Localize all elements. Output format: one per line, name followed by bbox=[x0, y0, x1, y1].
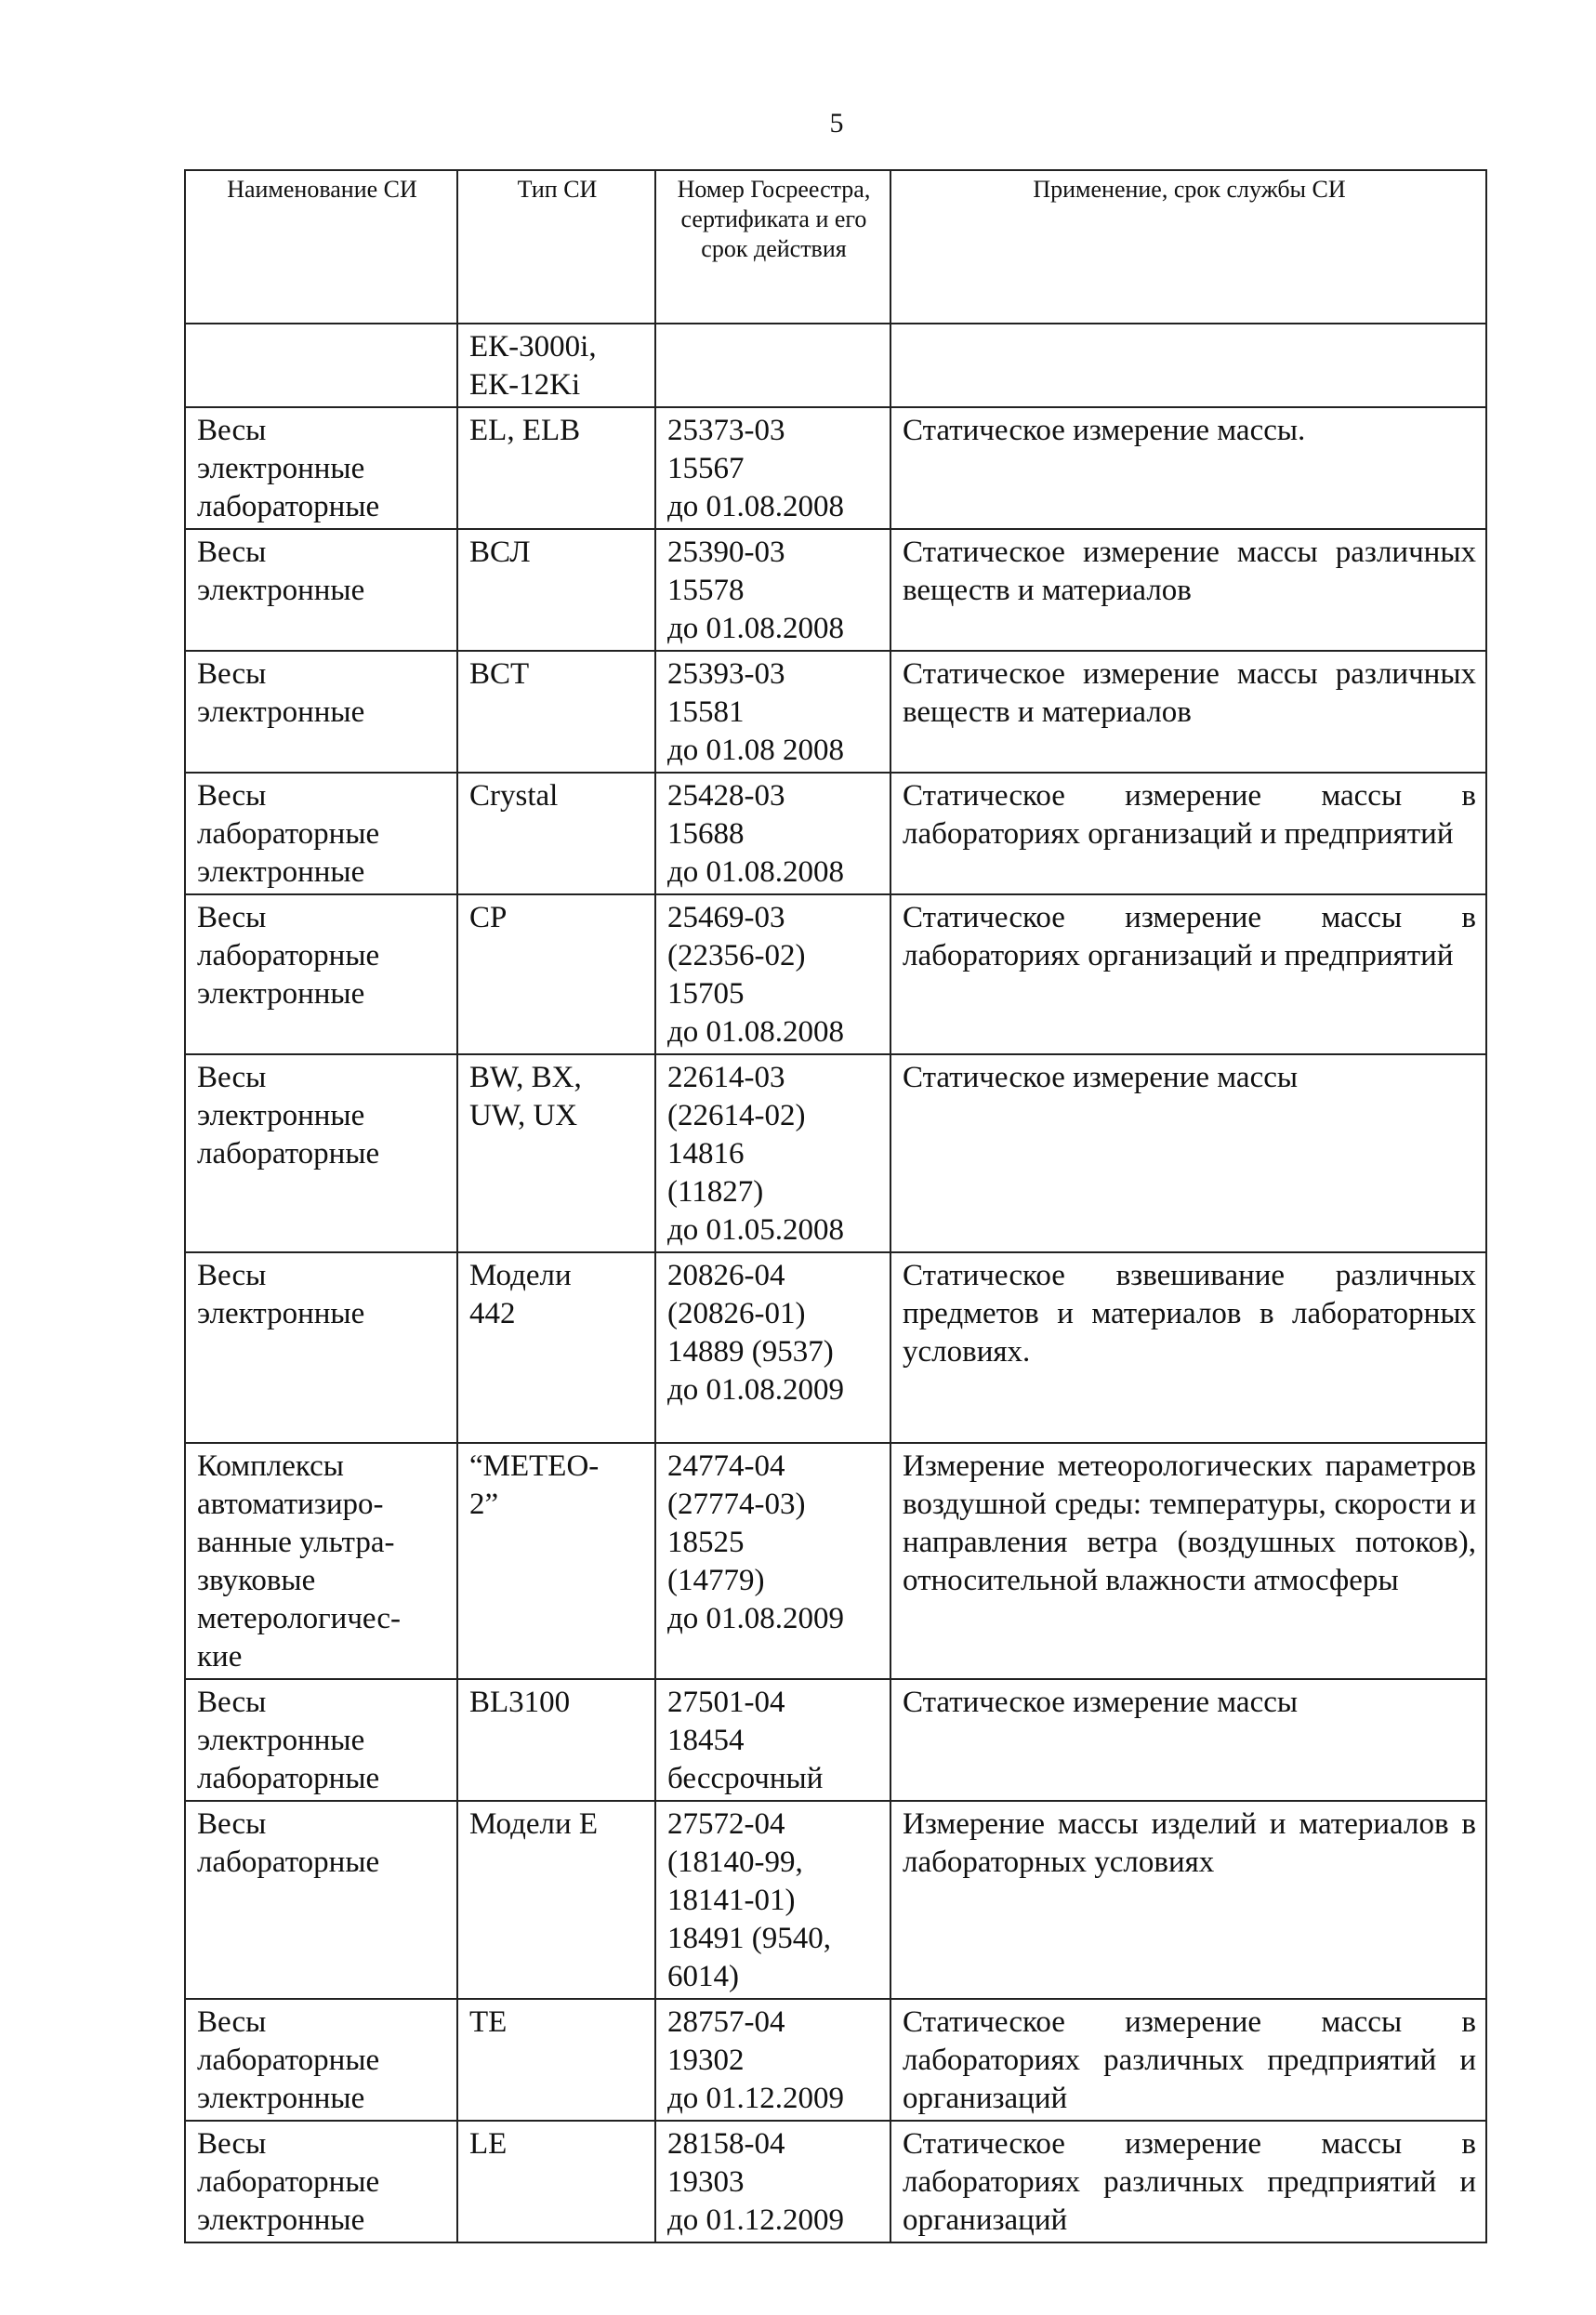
registry-number-cell: 25373-03 15567 до 01.08.2008 bbox=[655, 407, 890, 529]
instrument-name-cell: Весы электронные bbox=[185, 529, 457, 651]
table-row bbox=[185, 1443, 1486, 1679]
instrument-name-cell: Весы лабораторные электронные bbox=[185, 894, 457, 1054]
application-cell: Измерение массы изделий и материалов в лабораторных условиях bbox=[890, 1801, 1486, 1999]
application-cell: Измерение метеорологических параметров воздушной среды: температуры, скорости и направления ветра (воздушных потоков), относительной влажности атмосферы bbox=[890, 1443, 1486, 1679]
page-number: 5 bbox=[829, 108, 844, 139]
table-row bbox=[185, 1999, 1486, 2121]
instrument-name-cell: Весы электронные лабораторные bbox=[185, 1054, 457, 1252]
application-cell: Статическое взвешивание различных предметов и материалов в лабораторных условиях. bbox=[890, 1252, 1486, 1443]
table-row bbox=[185, 1801, 1486, 1999]
instrument-name-cell: Весы электронные bbox=[185, 651, 457, 773]
instrument-name-cell: Весы лабораторные bbox=[185, 1801, 457, 1999]
application-cell: Статическое измерение массы bbox=[890, 1679, 1486, 1801]
registry-number-cell: 25390-03 15578 до 01.08.2008 bbox=[655, 529, 890, 651]
table-row bbox=[185, 1679, 1486, 1801]
instrument-type-cell: BL3100 bbox=[457, 1679, 655, 1801]
table-header bbox=[185, 170, 1486, 324]
registry-number-cell: 22614-03 (22614-02) 14816 (11827) до 01.05.2008 bbox=[655, 1054, 890, 1252]
instrument-type-cell: “METEO- 2” bbox=[457, 1443, 655, 1679]
header-name: Наименование СИ bbox=[185, 170, 457, 324]
instrument-name-cell bbox=[185, 324, 457, 407]
application-cell: Статическое измерение массы в лабораториях различных предприятий и организаций bbox=[890, 2121, 1486, 2242]
registry-number-cell: 25428-03 15688 до 01.08.2008 bbox=[655, 773, 890, 894]
instrument-name-cell: Весы электронные лабораторные bbox=[185, 407, 457, 529]
registry-number-cell: 25393-03 15581 до 01.08 2008 bbox=[655, 651, 890, 773]
instrument-type-cell: BW, BX, UW, UX bbox=[457, 1054, 655, 1252]
instrument-name-cell: Комплексы автоматизиро- ванные ультра- звуковые метерологичес- кие bbox=[185, 1443, 457, 1679]
instrument-name-cell: Весы электронные bbox=[185, 1252, 457, 1443]
registry-number-cell: 28757-04 19302 до 01.12.2009 bbox=[655, 1999, 890, 2121]
instrument-type-cell: ЕК-3000i, ЕК-12Ki bbox=[457, 324, 655, 407]
table-row bbox=[185, 773, 1486, 894]
application-cell: Статическое измерение массы в лабораториях организаций и предприятий bbox=[890, 894, 1486, 1054]
registry-number-cell: 27572-04 (18140-99, 18141-01) 18491 (9540, 6014) bbox=[655, 1801, 890, 1999]
instrument-type-cell: CP bbox=[457, 894, 655, 1054]
measuring-instruments-table bbox=[184, 169, 1487, 2243]
application-cell: Статическое измерение массы. bbox=[890, 407, 1486, 529]
registry-number-cell bbox=[655, 324, 890, 407]
instrument-name-cell: Весы электронные лабораторные bbox=[185, 1679, 457, 1801]
header-application: Применение, срок службы СИ bbox=[890, 170, 1486, 324]
registry-number-cell: 20826-04 (20826-01) 14889 (9537) до 01.08.2009 bbox=[655, 1252, 890, 1443]
header-type: Тип СИ bbox=[457, 170, 655, 324]
table-row bbox=[185, 529, 1486, 651]
table-row bbox=[185, 894, 1486, 1054]
application-cell: Статическое измерение массы различных веществ и материалов bbox=[890, 651, 1486, 773]
instrument-name-cell: Весы лабораторные электронные bbox=[185, 1999, 457, 2121]
application-cell: Статическое измерение массы в лабораториях организаций и предприятий bbox=[890, 773, 1486, 894]
instrument-type-cell: Crystal bbox=[457, 773, 655, 894]
instrument-name-cell: Весы лабораторные электронные bbox=[185, 2121, 457, 2242]
application-cell: Статическое измерение массы различных веществ и материалов bbox=[890, 529, 1486, 651]
registry-number-cell: 28158-04 19303 до 01.12.2009 bbox=[655, 2121, 890, 2242]
instrument-name-cell: Весы лабораторные электронные bbox=[185, 773, 457, 894]
instrument-type-cell: TE bbox=[457, 1999, 655, 2121]
application-cell: Статическое измерение массы в лабораториях различных предприятий и организаций bbox=[890, 1999, 1486, 2121]
table-row bbox=[185, 324, 1486, 407]
application-cell bbox=[890, 324, 1486, 407]
header-registry-number: Номер Госреестра, сертификата и его срок действия bbox=[655, 170, 890, 324]
instrument-type-cell: Модели Е bbox=[457, 1801, 655, 1999]
table-body bbox=[185, 324, 1486, 2242]
table-row bbox=[185, 407, 1486, 529]
registry-number-cell: 25469-03 (22356-02) 15705 до 01.08.2008 bbox=[655, 894, 890, 1054]
instrument-type-cell: Модели 442 bbox=[457, 1252, 655, 1443]
table-row bbox=[185, 2121, 1486, 2242]
instrument-type-cell: ВСТ bbox=[457, 651, 655, 773]
table-row bbox=[185, 651, 1486, 773]
instrument-type-cell: LE bbox=[457, 2121, 655, 2242]
application-cell: Статическое измерение массы bbox=[890, 1054, 1486, 1252]
instrument-type-cell: EL, ELB bbox=[457, 407, 655, 529]
table-row bbox=[185, 1252, 1486, 1443]
table-row bbox=[185, 1054, 1486, 1252]
registry-number-cell: 24774-04 (27774-03) 18525 (14779) до 01.08.2009 bbox=[655, 1443, 890, 1679]
registry-number-cell: 27501-04 18454 бессрочный bbox=[655, 1679, 890, 1801]
instrument-type-cell: ВСЛ bbox=[457, 529, 655, 651]
